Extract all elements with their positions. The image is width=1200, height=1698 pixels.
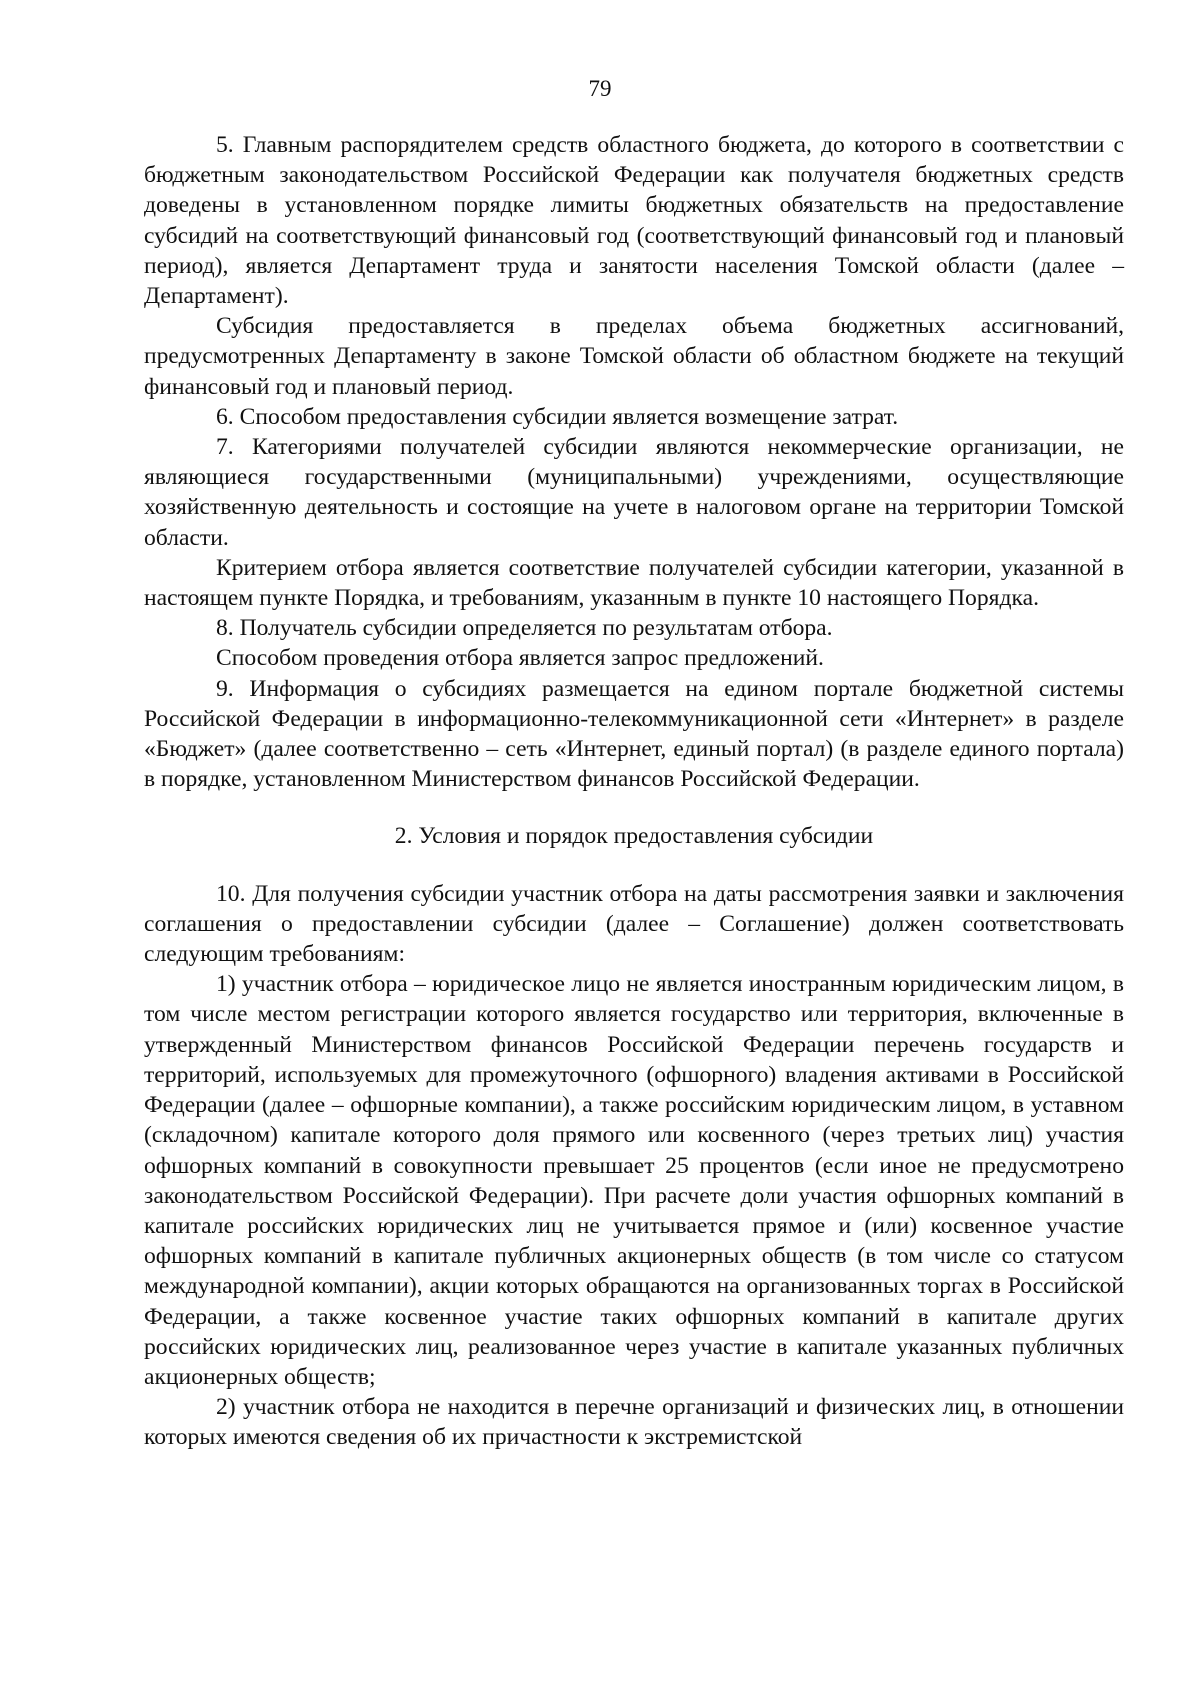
paragraph: Субсидия предоставляется в пределах объема бюджетных ассигнований, предусмотренных Департаменту в законе Томской области об областном бюджете на текущий финансовый год и плановый период. (144, 313, 1124, 400)
paragraph: 1) участник отбора – юридическое лицо не является иностранным юридическим лицом, в том числе местом регистрации которого является государство или территория, включенные в утвержденный Министерством финансов Российской Федерации перечень государств и территорий, используемых для промежуточного (офшорного) владения активами в Российской Федерации (далее – офшорные компании), а также российским юридическим лицом, в уставном (складочном) капитале которого доля прямого или косвенного (через третьих лиц) участия офшорных компаний в совокупности превышает 25 процентов (если иное не предусмотрено законодательством Российской Федерации). При расчете доли участия офшорных компаний в капитале российских юридических лиц не учитывается прямое и (или) косвенное участие офшорных компаний в капитале публичных акционерных обществ (в том числе со статусом международной компании), акции которых обращаются на организованных торгах в Российской Федерации, а также косвенное участие таких офшорных компаний в капитале других российских юридических лиц, реализованное через участие в капитале указанных публичных акционерных обществ; (144, 971, 1124, 1390)
paragraph: Критерием отбора является соответствие получателей субсидии категории, указанной в настоящем пункте Порядка, и требованиям, указанным в пункте 10 настоящего Порядка. (144, 554, 1124, 612)
paragraph: Способом проведения отбора является запрос предложений. (216, 645, 824, 672)
section-heading: 2. Условия и порядок предоставления субсидии (394, 823, 874, 850)
paragraph: 6. Способом предоставления субсидии является возмещение затрат. (216, 403, 899, 430)
paragraph: 7. Категориями получателей субсидии являются некоммерческие организации, не являющиеся государственными (муниципальными) учреждениями, осуществляющие хозяйственную деятельность и состоящие на учете в налоговом органе на территории Томской области. (144, 434, 1124, 551)
page-number: 79 (588, 76, 612, 101)
paragraph: 10. Для получения субсидии участник отбора на даты рассмотрения заявки и заключения соглашения о предоставлении субсидии (далее – Соглашение) должен соответствовать следующим требованиям: (144, 880, 1124, 968)
document-body (144, 130, 1124, 1453)
paragraph: 9. Информация о субсидиях размещается на едином портале бюджетной системы Российской Федерации в информационно-телекоммуникационной сети «Интернет» в разделе «Бюджет» (далее соответственно – сеть «Интернет, единый портал) (в разделе единого портала) в порядке, установленном Министерством финансов Российской Федерации. (144, 675, 1124, 793)
paragraph: 8. Получатель субсидии определяется по результатам отбора. (216, 615, 833, 642)
paragraph: 2) участник отбора не находится в перечне организаций и физических лиц, в отношении которых имеются сведения об их причастности к экстремистской (144, 1394, 1124, 1451)
paragraph: 5. Главным распорядителем средств областного бюджета, до которого в соответствии с бюджетным законодательством Российской Федерации как получателя бюджетных средств доведены в установленном порядке лимиты бюджетных обязательств на предоставление субсидий на соответствующий финансовый год (соответствующий финансовый год и плановый период), является Департамент труда и занятости населения Томской области (далее – Департамент). (144, 132, 1124, 310)
